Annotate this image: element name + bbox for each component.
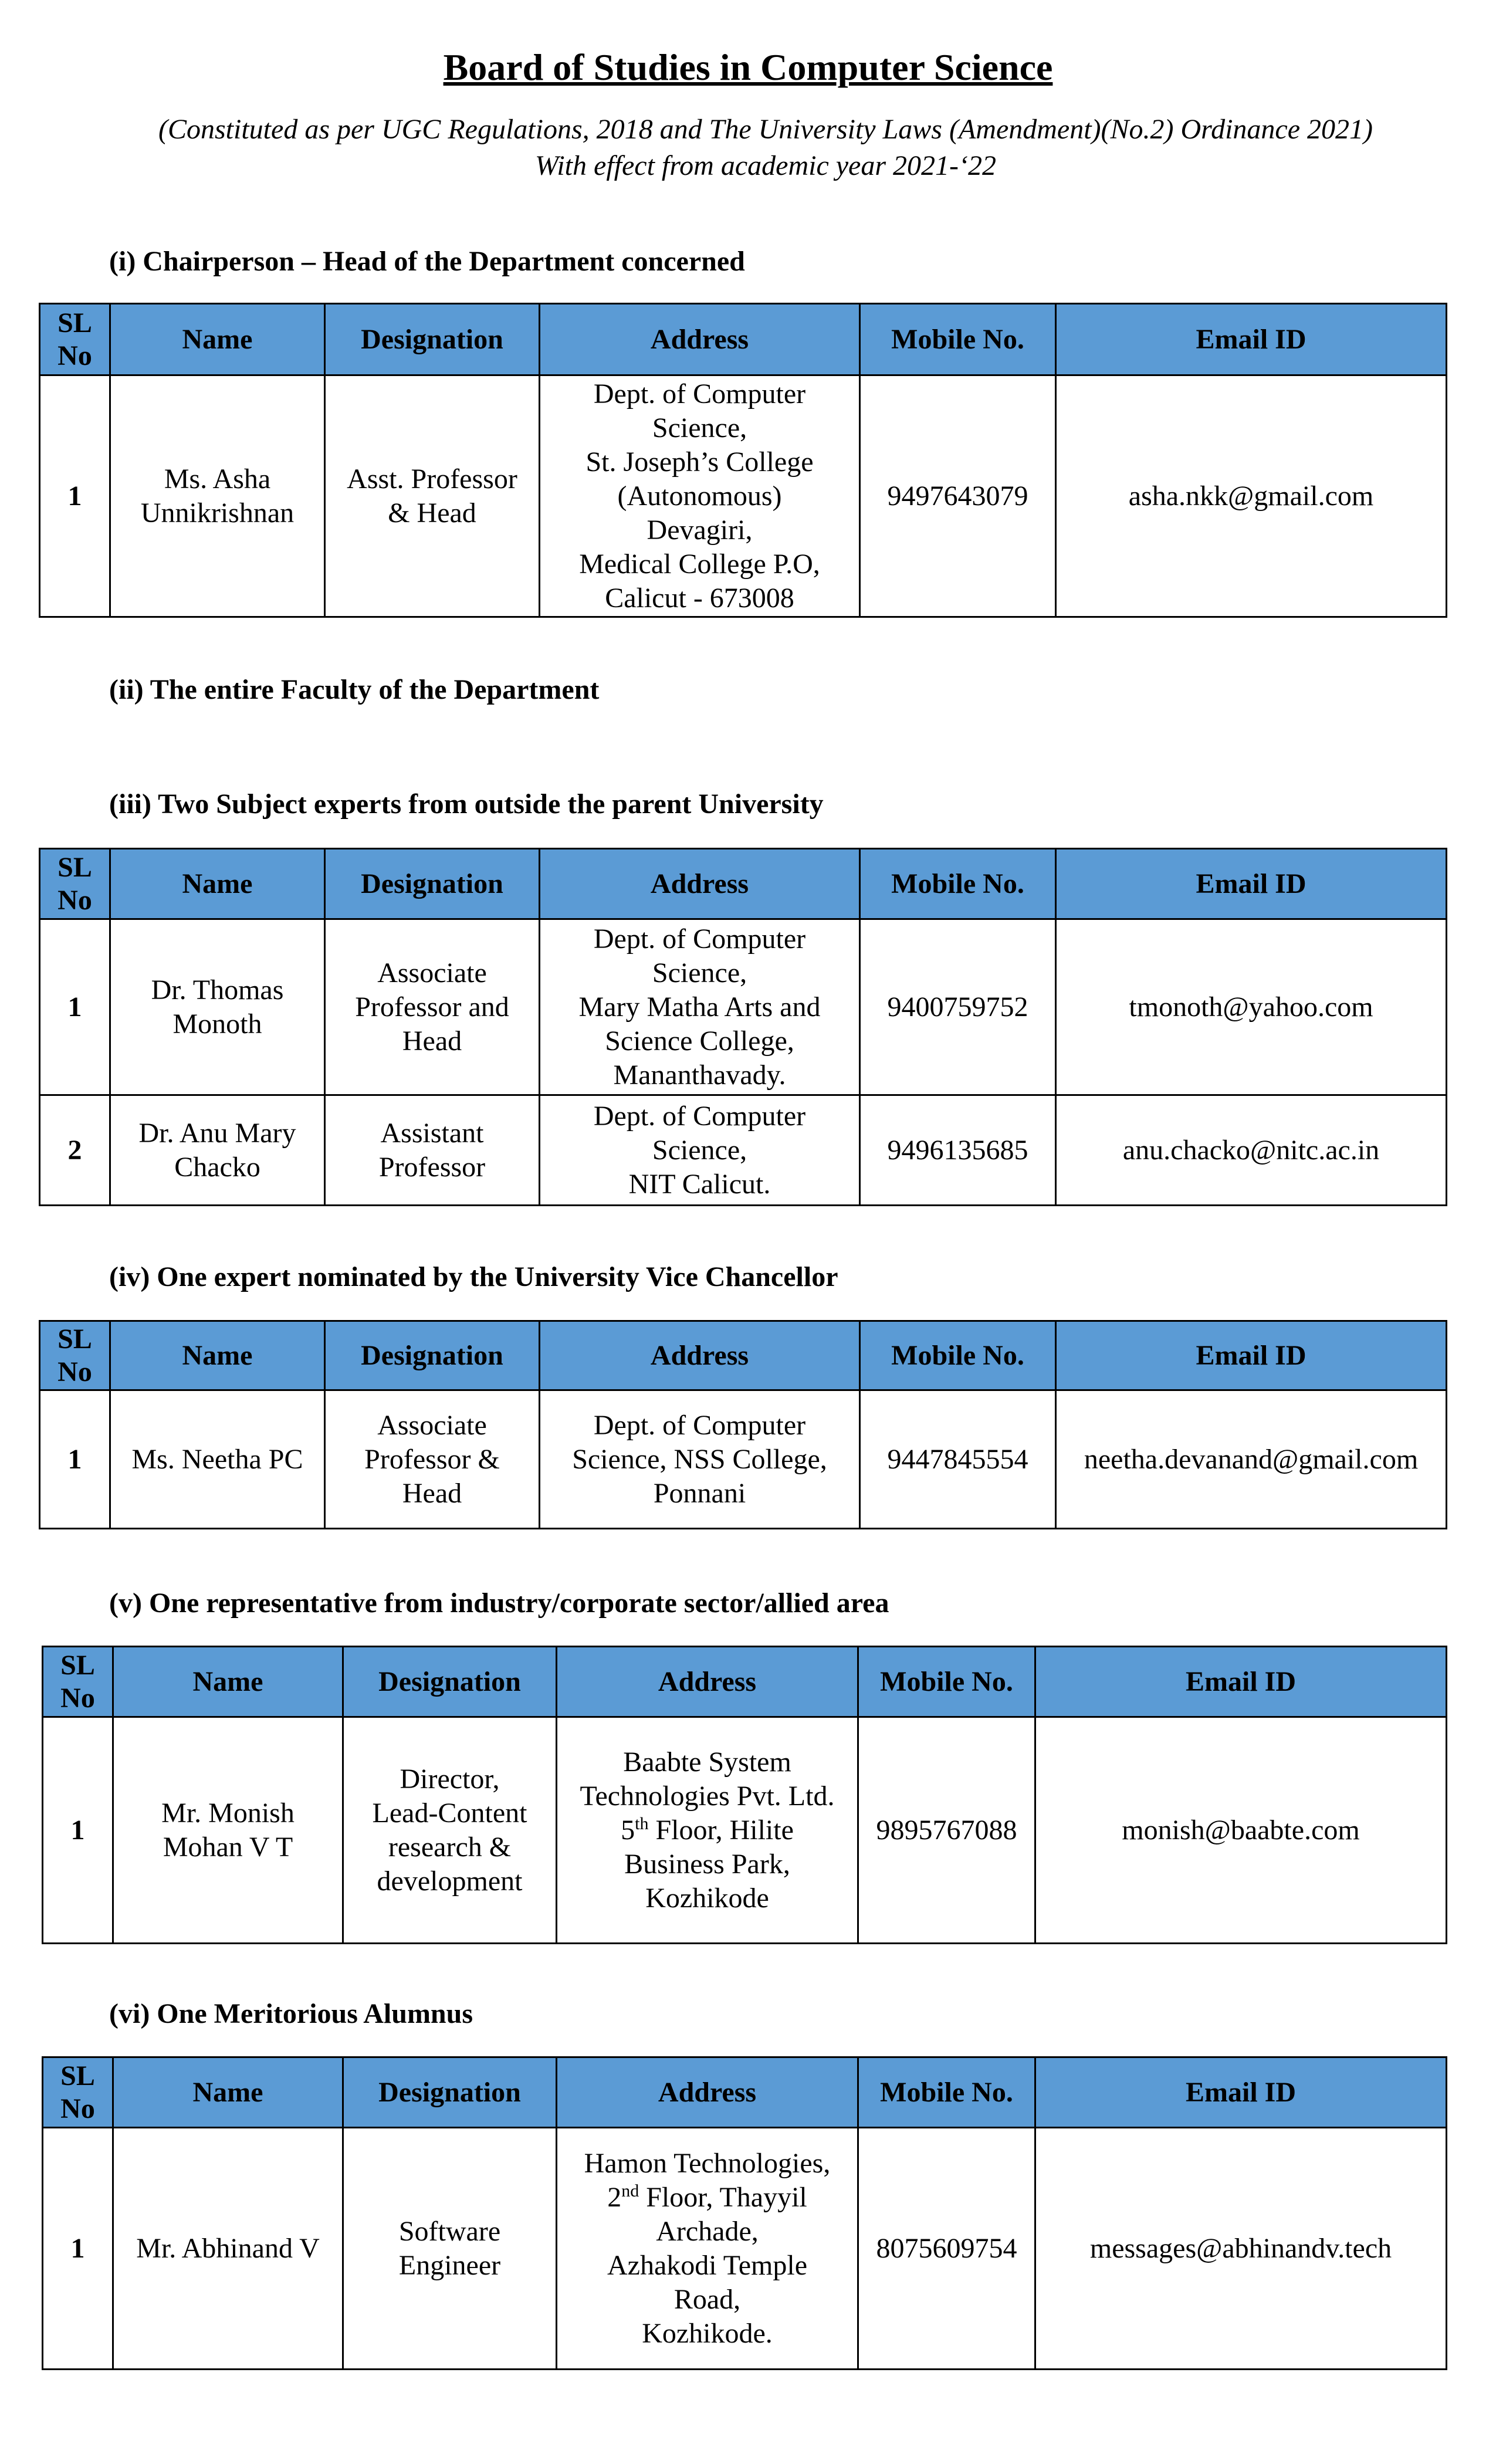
subject-experts-table bbox=[39, 848, 1447, 1206]
address-header: Address bbox=[557, 1647, 858, 1717]
address-header: Address bbox=[557, 2057, 858, 2128]
member-email: tmonoth@yahoo.com bbox=[1056, 919, 1447, 1095]
member-address: Dept. of Computer Science, NSS College, Ponnani bbox=[540, 1390, 860, 1529]
page-title: Board of Studies in Computer Science bbox=[443, 46, 1053, 88]
member-designation: Associate Professor & Head bbox=[325, 1390, 540, 1529]
sl-no-header: SL No bbox=[43, 1647, 113, 1717]
mobile-header: Mobile No. bbox=[860, 849, 1056, 919]
header-row bbox=[40, 1321, 1447, 1390]
member-name: Dr. Anu Mary Chacko bbox=[110, 1095, 325, 1206]
header-row bbox=[43, 1647, 1447, 1717]
sl-number: 1 bbox=[40, 1390, 110, 1529]
header-row bbox=[43, 2057, 1447, 2128]
member-designation: Software Engineer bbox=[343, 2128, 557, 2370]
member-address: Dept. of Computer Science, NIT Calicut. bbox=[540, 1095, 860, 1206]
header-row bbox=[40, 849, 1447, 919]
member-mobile: 8075609754 bbox=[858, 2128, 1035, 2370]
address-floor-line: 5th Floor, Hilite bbox=[621, 1813, 794, 1846]
member-address: Dept. of Computer Science, St. Joseph’s College (Autonomous) Devagiri, Medical College P.O, Calicut - 673008 bbox=[540, 375, 860, 617]
table-row bbox=[43, 2128, 1447, 2370]
designation-header: Designation bbox=[325, 849, 540, 919]
designation-header: Designation bbox=[325, 1321, 540, 1390]
member-mobile: 9447845554 bbox=[860, 1390, 1056, 1529]
designation-header: Designation bbox=[343, 2057, 557, 2128]
address-header: Address bbox=[540, 849, 860, 919]
member-address: Baabte System Technologies Pvt. Ltd. 5th Floor, Hilite Business Park, Kozhikode bbox=[557, 1717, 858, 1944]
sl-number: 1 bbox=[40, 919, 110, 1095]
vc-nominee-table bbox=[39, 1320, 1447, 1529]
member-mobile: 9497643079 bbox=[860, 375, 1056, 617]
member-designation: Asst. Professor & Head bbox=[325, 375, 540, 617]
member-designation: Director, Lead-Content research & development bbox=[343, 1717, 557, 1944]
section-heading-chairperson: (i) Chairperson – Head of the Department concerned bbox=[109, 246, 745, 277]
email-header: Email ID bbox=[1056, 849, 1447, 919]
section-heading-faculty: (ii) The entire Faculty of the Department bbox=[109, 674, 600, 705]
member-mobile: 9895767088 bbox=[858, 1717, 1035, 1944]
industry-rep-table bbox=[42, 1646, 1447, 1944]
member-email: monish@baabte.com bbox=[1035, 1717, 1447, 1944]
email-header: Email ID bbox=[1035, 1647, 1447, 1717]
mobile-header: Mobile No. bbox=[858, 1647, 1035, 1717]
sl-no-header: SL No bbox=[43, 2057, 113, 2128]
page-subtitle bbox=[70, 111, 1461, 184]
member-address: Dept. of Computer Science, Mary Matha Arts and Science College, Mananthavady. bbox=[540, 919, 860, 1095]
subtitle-line-1: (Constituted as per UGC Regulations, 2018 and The University Laws (Amendment)(No.2) Ordinance 2021) bbox=[158, 114, 1373, 145]
member-email: asha.nkk@gmail.com bbox=[1056, 375, 1447, 617]
email-header: Email ID bbox=[1056, 1321, 1447, 1390]
chairperson-table bbox=[39, 303, 1447, 618]
name-header: Name bbox=[113, 1647, 343, 1717]
address-header: Address bbox=[540, 304, 860, 375]
member-name: Dr. Thomas Monoth bbox=[110, 919, 325, 1095]
table-row bbox=[40, 919, 1447, 1095]
sl-no-header: SL No bbox=[40, 849, 110, 919]
member-name: Ms. Neetha PC bbox=[110, 1390, 325, 1529]
email-header: Email ID bbox=[1035, 2057, 1447, 2128]
header-row bbox=[40, 304, 1447, 375]
member-name: Mr. Abhinand V bbox=[113, 2128, 343, 2370]
mobile-header: Mobile No. bbox=[860, 1321, 1056, 1390]
sl-number: 2 bbox=[40, 1095, 110, 1206]
section-heading-subject-experts: (iii) Two Subject experts from outside the parent University bbox=[109, 788, 824, 820]
designation-header: Designation bbox=[325, 304, 540, 375]
member-designation: Assistant Professor bbox=[325, 1095, 540, 1206]
member-designation: Associate Professor and Head bbox=[325, 919, 540, 1095]
address-header: Address bbox=[540, 1321, 860, 1390]
member-mobile: 9496135685 bbox=[860, 1095, 1056, 1206]
email-header: Email ID bbox=[1056, 304, 1447, 375]
section-heading-alumnus: (vi) One Meritorious Alumnus bbox=[109, 1998, 473, 2029]
mobile-header: Mobile No. bbox=[860, 304, 1056, 375]
subtitle-line-2: With effect from academic year 2021-‘22 bbox=[535, 150, 996, 181]
name-header: Name bbox=[110, 304, 325, 375]
member-email: anu.chacko@nitc.ac.in bbox=[1056, 1095, 1447, 1206]
table-row bbox=[40, 1095, 1447, 1206]
member-address: Hamon Technologies, 2nd Floor, Thayyil Archade, Azhakodi Temple Road, Kozhikode. bbox=[557, 2128, 858, 2370]
name-header: Name bbox=[110, 1321, 325, 1390]
name-header: Name bbox=[113, 2057, 343, 2128]
sl-no-header: SL No bbox=[40, 1321, 110, 1390]
sl-number: 1 bbox=[40, 375, 110, 617]
designation-header: Designation bbox=[343, 1647, 557, 1717]
table-row bbox=[43, 1717, 1447, 1944]
member-name: Mr. Monish Mohan V T bbox=[113, 1717, 343, 1944]
mobile-header: Mobile No. bbox=[858, 2057, 1035, 2128]
alumnus-table bbox=[42, 2056, 1447, 2370]
address-floor-line: 2nd Floor, Thayyil bbox=[607, 2181, 807, 2213]
sl-no-header: SL No bbox=[40, 304, 110, 375]
member-name: Ms. Asha Unnikrishnan bbox=[110, 375, 325, 617]
member-mobile: 9400759752 bbox=[860, 919, 1056, 1095]
section-heading-industry-rep: (v) One representative from industry/corporate sector/allied area bbox=[109, 1588, 889, 1619]
table-row bbox=[40, 1390, 1447, 1529]
name-header: Name bbox=[110, 849, 325, 919]
section-heading-vc-nominee: (iv) One expert nominated by the University Vice Chancellor bbox=[109, 1261, 838, 1292]
member-email: messages@abhinandv.tech bbox=[1035, 2128, 1447, 2370]
table-row bbox=[40, 375, 1447, 617]
sl-number: 1 bbox=[43, 2128, 113, 2370]
member-email: neetha.devanand@gmail.com bbox=[1056, 1390, 1447, 1529]
sl-number: 1 bbox=[43, 1717, 113, 1944]
